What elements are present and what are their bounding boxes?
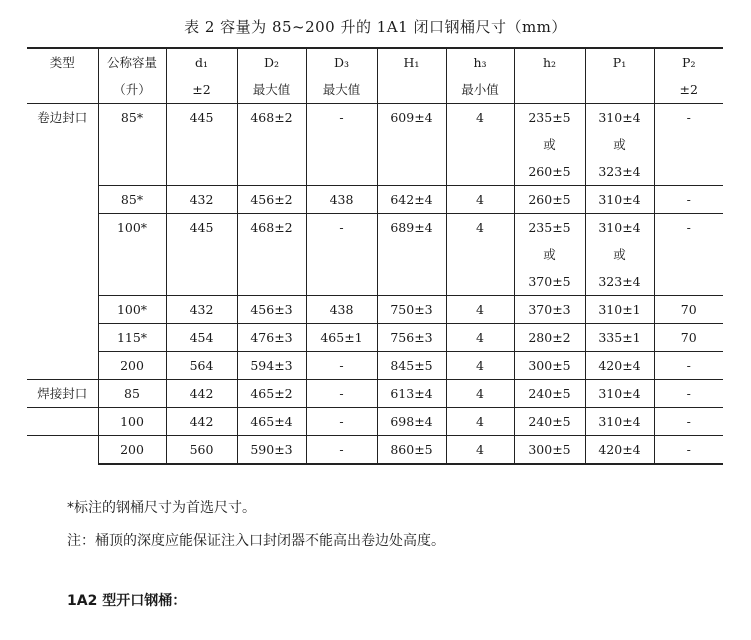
- header-cell: d₁: [166, 48, 237, 76]
- capacity-cell: 85*: [98, 186, 166, 214]
- D2-cell: 468±2: [237, 214, 306, 296]
- h3-cell: 4: [446, 352, 514, 380]
- h3-cell: 4: [446, 324, 514, 352]
- header-cell: ±2: [166, 76, 237, 104]
- P2-cell: 70: [654, 324, 723, 352]
- h2-cell: 240±5: [514, 408, 585, 436]
- H1-cell: 613±4: [377, 380, 446, 408]
- capacity-cell: 85: [98, 380, 166, 408]
- D3-cell: -: [306, 408, 377, 436]
- section-heading: 1A2 型开口钢桶：: [67, 593, 187, 609]
- d1-cell: 432: [166, 186, 237, 214]
- H1-cell: 750±3: [377, 296, 446, 324]
- P1-line: 323±4: [598, 164, 641, 179]
- table-row: [27, 380, 723, 408]
- P1-cell: [585, 104, 654, 186]
- P2-cell: -: [654, 186, 723, 214]
- header-cell: P₂: [654, 48, 723, 76]
- H1-cell: 689±4: [377, 214, 446, 296]
- header-cell: h₃: [446, 48, 514, 76]
- h2-cell: [514, 104, 585, 186]
- h2-cell: 280±2: [514, 324, 585, 352]
- depth-note: 注：桶顶的深度应能保证注入口封闭器不能高出卷边处高度。: [67, 533, 445, 549]
- header-cell: [514, 76, 585, 104]
- header-cell: H₁: [377, 48, 446, 76]
- h2-cell: 260±5: [514, 186, 585, 214]
- h2-line: 370±5: [528, 274, 571, 289]
- h2-cell: 370±3: [514, 296, 585, 324]
- P1-line: 310±4: [598, 220, 641, 235]
- table-row: [27, 104, 723, 186]
- P2-cell: -: [654, 104, 723, 186]
- capacity-cell: 100*: [98, 214, 166, 296]
- h2-cell: 300±5: [514, 436, 585, 465]
- P1-cell: 310±4: [585, 380, 654, 408]
- capacity-cell: 115*: [98, 324, 166, 352]
- header-cell: 最小值: [446, 76, 514, 104]
- h3-cell: 4: [446, 436, 514, 465]
- D3-cell: -: [306, 436, 377, 465]
- D2-cell: 476±3: [237, 324, 306, 352]
- header-cell: D₃: [306, 48, 377, 76]
- d1-cell: 432: [166, 296, 237, 324]
- h2-line: 235±5: [528, 220, 571, 235]
- header-row: [27, 48, 723, 76]
- P1-line: 或: [613, 137, 626, 152]
- d1-cell: 454: [166, 324, 237, 352]
- header-cell: [377, 76, 446, 104]
- header-cell: D₂: [237, 48, 306, 76]
- h2-cell: 300±5: [514, 352, 585, 380]
- P1-line: 或: [613, 247, 626, 262]
- P1-line: 323±4: [598, 274, 641, 289]
- type-cell-empty: [27, 436, 98, 465]
- table-row: [27, 436, 723, 465]
- P1-cell: 420±4: [585, 436, 654, 465]
- d1-cell: 560: [166, 436, 237, 465]
- header-cell: 最大值: [306, 76, 377, 104]
- D2-cell: 456±2: [237, 186, 306, 214]
- D2-cell: 456±3: [237, 296, 306, 324]
- H1-cell: 756±3: [377, 324, 446, 352]
- d1-cell: 445: [166, 214, 237, 296]
- h2-line: 235±5: [528, 110, 571, 125]
- capacity-cell: 100: [98, 408, 166, 436]
- P2-cell: -: [654, 408, 723, 436]
- h2-cell: 240±5: [514, 380, 585, 408]
- D3-cell: 438: [306, 296, 377, 324]
- d1-cell: 442: [166, 408, 237, 436]
- header-cell: 最大值: [237, 76, 306, 104]
- D2-cell: 594±3: [237, 352, 306, 380]
- d1-cell: 564: [166, 352, 237, 380]
- D2-cell: 590±3: [237, 436, 306, 465]
- table-row: [27, 352, 723, 380]
- table-row: [27, 324, 723, 352]
- preferred-size-note: *标注的钢桶尺寸为首选尺寸。: [67, 500, 256, 516]
- D3-cell: -: [306, 380, 377, 408]
- D3-cell: -: [306, 104, 377, 186]
- header-cell: [585, 76, 654, 104]
- H1-cell: 845±5: [377, 352, 446, 380]
- D3-cell: 438: [306, 186, 377, 214]
- D3-cell: 465±1: [306, 324, 377, 352]
- h2-cell: [514, 214, 585, 296]
- h3-cell: 4: [446, 296, 514, 324]
- h3-cell: 4: [446, 214, 514, 296]
- header-cell: ±2: [654, 76, 723, 104]
- header-cell: （升）: [98, 76, 166, 104]
- table-row: [27, 214, 723, 296]
- h3-cell: 4: [446, 380, 514, 408]
- H1-cell: 698±4: [377, 408, 446, 436]
- capacity-cell: 100*: [98, 296, 166, 324]
- d1-cell: 442: [166, 380, 237, 408]
- H1-cell: 860±5: [377, 436, 446, 465]
- type-cell-empty: [27, 408, 98, 436]
- h3-cell: 4: [446, 186, 514, 214]
- P1-cell: 310±4: [585, 186, 654, 214]
- D2-cell: 465±2: [237, 380, 306, 408]
- P2-cell: 70: [654, 296, 723, 324]
- P2-cell: -: [654, 436, 723, 465]
- h2-line: 或: [543, 137, 556, 152]
- table-row: [27, 186, 723, 214]
- H1-cell: 609±4: [377, 104, 446, 186]
- drum-dimension-table: [27, 47, 723, 465]
- header-cell: 公称容量: [98, 48, 166, 76]
- type-cell-welded: 焊接封口: [27, 380, 98, 408]
- table-body: [27, 48, 723, 464]
- h3-cell: 4: [446, 104, 514, 186]
- D3-cell: -: [306, 352, 377, 380]
- P1-cell: 335±1: [585, 324, 654, 352]
- capacity-cell: 85*: [98, 104, 166, 186]
- capacity-cell: 200: [98, 436, 166, 465]
- P1-cell: [585, 214, 654, 296]
- type-cell-crimped: 卷边封口: [27, 104, 98, 380]
- P2-cell: -: [654, 214, 723, 296]
- D2-cell: 468±2: [237, 104, 306, 186]
- D2-cell: 465±4: [237, 408, 306, 436]
- table-row: [27, 296, 723, 324]
- P1-cell: 310±1: [585, 296, 654, 324]
- P1-line: 310±4: [598, 110, 641, 125]
- P2-cell: -: [654, 380, 723, 408]
- D3-cell: -: [306, 214, 377, 296]
- header-cell: [27, 76, 98, 104]
- header-cell: P₁: [585, 48, 654, 76]
- d1-cell: 445: [166, 104, 237, 186]
- H1-cell: 642±4: [377, 186, 446, 214]
- header-row: [27, 76, 723, 104]
- P1-cell: 310±4: [585, 408, 654, 436]
- header-cell: 类型: [27, 48, 98, 76]
- header-cell: h₂: [514, 48, 585, 76]
- table-row: [27, 408, 723, 436]
- h2-line: 260±5: [528, 164, 571, 179]
- h2-line: 或: [543, 247, 556, 262]
- table-title: 表 2 容量为 85~200 升的 1A1 闭口钢桶尺寸（mm）: [184, 18, 567, 36]
- P2-cell: -: [654, 352, 723, 380]
- capacity-cell: 200: [98, 352, 166, 380]
- h3-cell: 4: [446, 408, 514, 436]
- P1-cell: 420±4: [585, 352, 654, 380]
